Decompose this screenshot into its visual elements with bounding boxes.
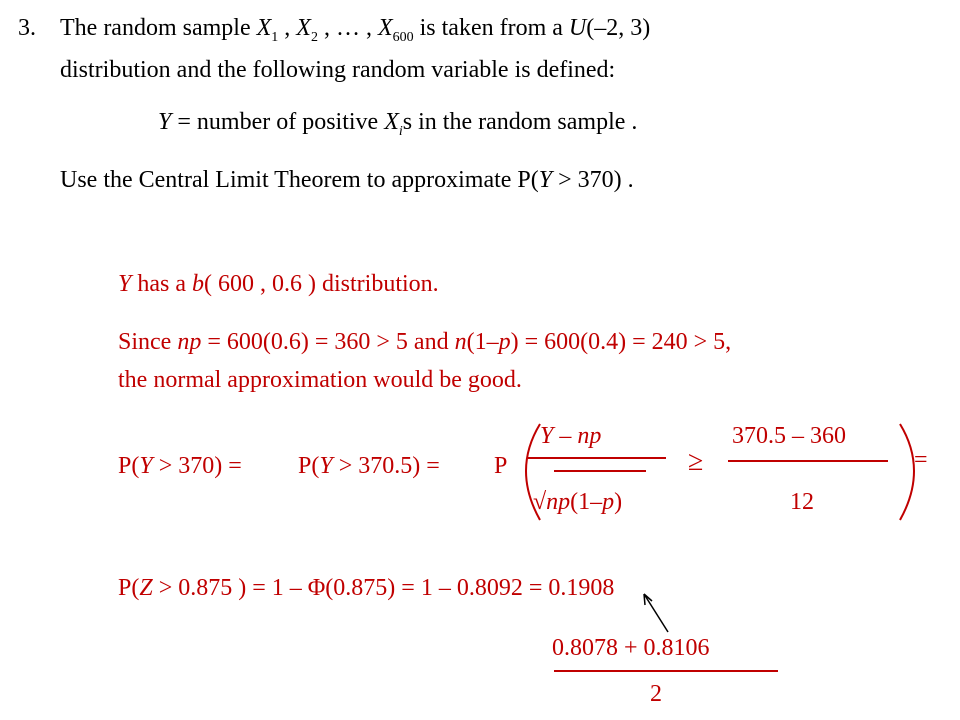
cond-a: Since — [118, 329, 178, 355]
line1-pre: The random sample — [60, 15, 257, 41]
var-x600: X — [377, 15, 393, 41]
fraction-1-denominator: √np(1–p) — [533, 489, 623, 515]
dist-b: b — [192, 271, 205, 297]
line1-ellipsis: , … , — [317, 15, 378, 41]
z-var: Z — [139, 575, 153, 601]
def-sub-i: i — [398, 123, 403, 139]
line1-sep: , — [278, 15, 297, 41]
left-big-paren — [526, 424, 540, 520]
dist-y: Y — [118, 271, 132, 297]
equals-sign: = — [914, 447, 928, 473]
cond-c: (1– — [466, 329, 499, 355]
problem-line-2: distribution and the following random variable is defined: — [60, 57, 616, 83]
prob-lhs: P(Y > 370) = — [118, 453, 242, 479]
var-x1: X — [256, 15, 272, 41]
sub-600: 600 — [392, 29, 414, 45]
interp-denominator: 2 — [650, 681, 662, 707]
sub-2: 2 — [310, 29, 318, 45]
prob-p: P — [494, 453, 508, 479]
sqrt-symbol: √ — [533, 489, 547, 515]
cond-np: np — [177, 329, 202, 355]
problem-number: 3. — [18, 15, 36, 41]
def-x: X — [384, 109, 399, 135]
interp-numerator: 0.8078 + 0.8106 — [552, 635, 710, 661]
sub-1: 1 — [271, 29, 279, 45]
geq-symbol: ≥ — [688, 446, 704, 477]
right-big-paren — [900, 424, 914, 520]
prob-continuity: P(Y > 370.5) = — [298, 453, 440, 479]
interp-bar — [554, 670, 778, 672]
pointer-arrow-line — [644, 594, 668, 632]
prob-lhs-y: Y — [139, 453, 153, 479]
line1-mid: is taken from a — [413, 15, 569, 41]
prob-cc-y: Y — [319, 453, 333, 479]
line1-post: (–2, 3) — [586, 15, 651, 41]
task-pre: Use the Central Limit Theorem to approximate P( — [60, 167, 539, 193]
def-pre: = number of positive — [171, 109, 385, 135]
var-u: U — [568, 15, 587, 41]
fraction-2-denominator: 12 — [790, 489, 814, 515]
dist-args: ( 600 , 0.6 ) — [204, 271, 316, 297]
cond-d: ) = 600(0.4) = 240 > 5, — [510, 329, 732, 355]
def-post: s in the random sample . — [402, 109, 638, 135]
cond-p: p — [498, 329, 511, 355]
var-x2: X — [296, 15, 311, 41]
task-post: > 370) . — [552, 167, 634, 193]
condition-line-2: the normal approximation would be good. — [118, 367, 522, 393]
fraction-1-numerator: Y – np — [540, 423, 602, 449]
task-y: Y — [538, 167, 553, 193]
dist-pre: has a — [131, 271, 193, 297]
def-y: Y — [158, 109, 172, 135]
cond-n: n — [454, 329, 467, 355]
dist-post: distribution. — [316, 271, 439, 297]
cond-b: = 600(0.6) = 360 > 5 and — [201, 329, 455, 355]
z-probability-line: P(Z > 0.875 ) = 1 – Φ(0.875) = 1 – 0.8092 = 0.1908 — [118, 575, 615, 601]
fraction-2-numerator: 370.5 – 360 — [732, 423, 846, 449]
